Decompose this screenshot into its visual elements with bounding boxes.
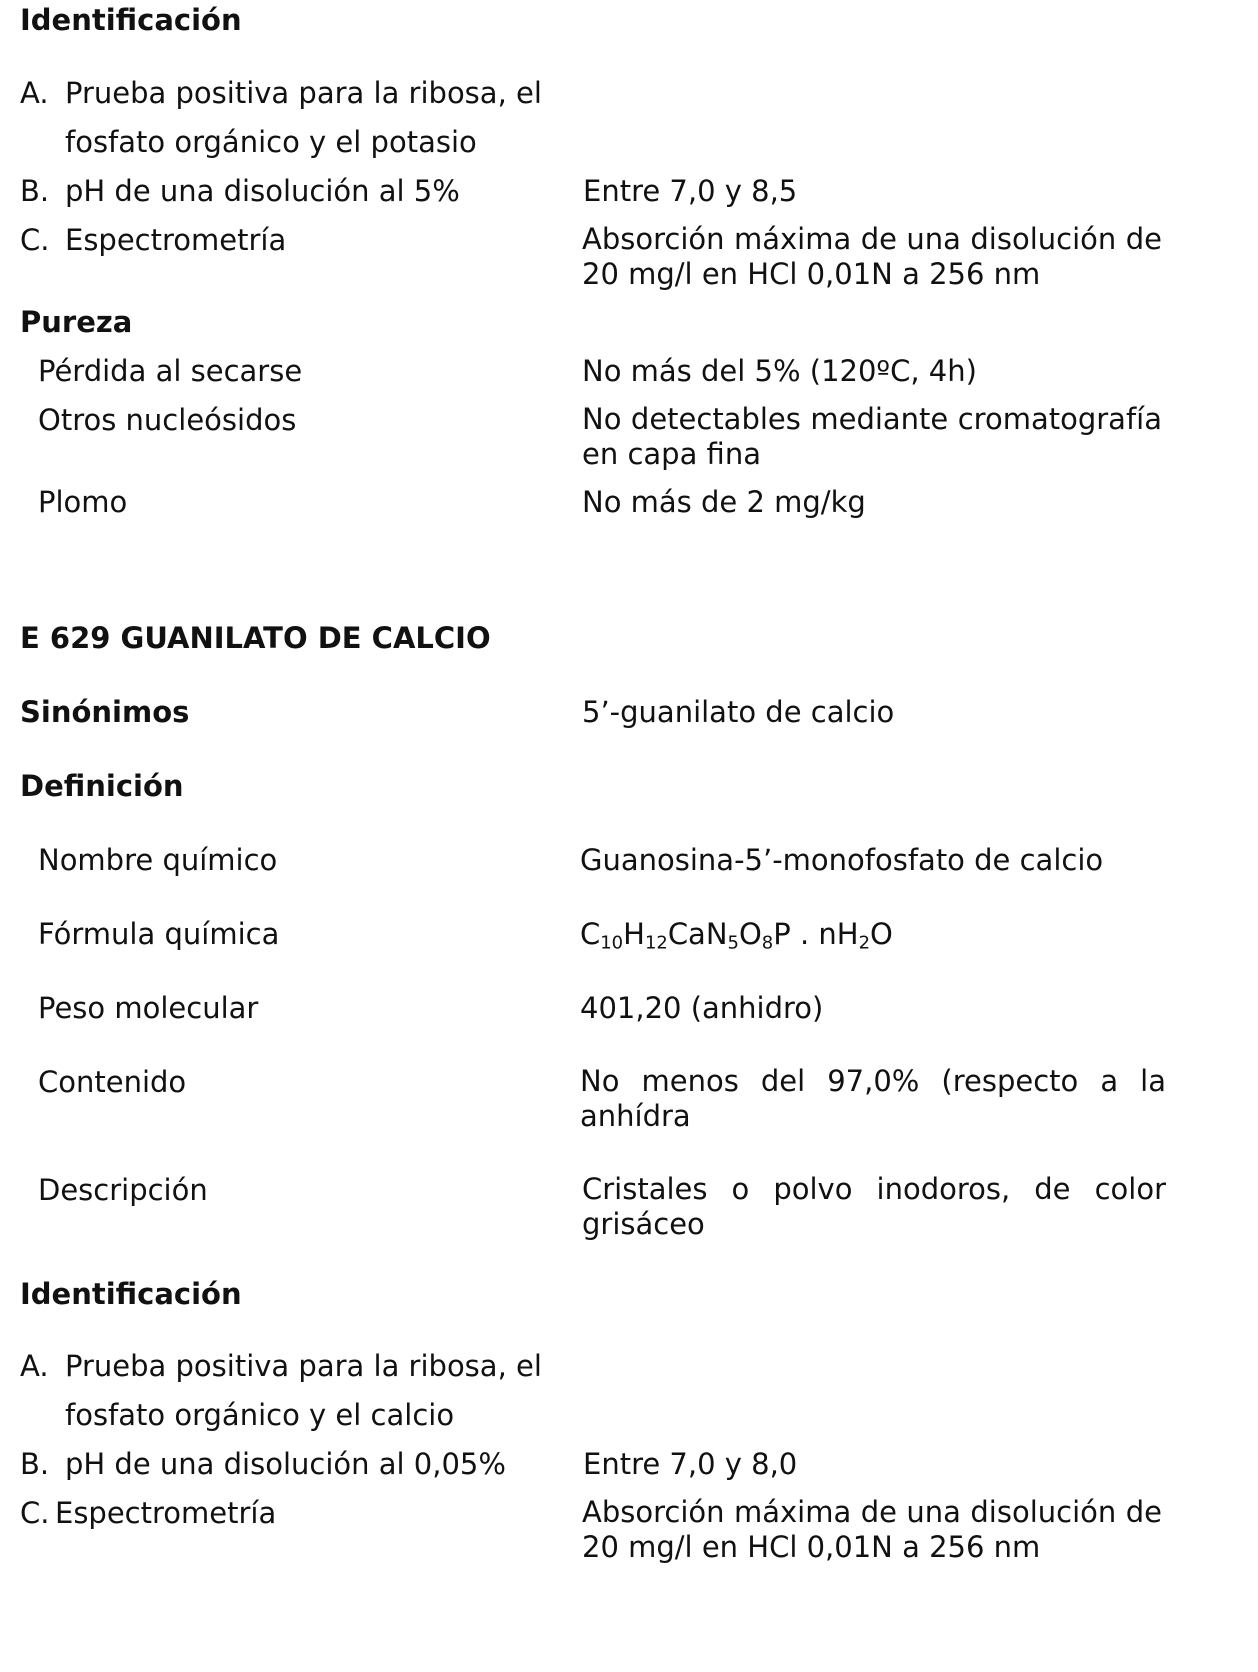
descripcion-value-line2: grisáceo xyxy=(582,1207,705,1241)
pureza-heading: Pureza xyxy=(20,305,133,339)
sinonimos-value: 5’-guanilato de calcio xyxy=(582,695,895,729)
item2-c-label: Espectrometría xyxy=(55,1496,277,1530)
item-a-marker: A. xyxy=(20,76,49,110)
item-a-text-line2: fosfato orgánico y el potasio xyxy=(65,125,477,159)
item-a-text-line1: Prueba positiva para la ribosa, el xyxy=(65,76,542,110)
descripcion-value-line1: Cristales o polvo inodoros, de color xyxy=(582,1172,1166,1206)
sinonimos-label: Sinónimos xyxy=(20,695,190,729)
item2-a-marker: A. xyxy=(20,1349,49,1383)
contenido-value-line1: No menos del 97,0% (respecto a la xyxy=(580,1064,1166,1098)
identificacion-heading: Identificación xyxy=(20,3,242,37)
contenido-value-line2: anhídra xyxy=(580,1099,691,1133)
item-c-value-line1: Absorción máxima de una disolución de xyxy=(582,222,1162,256)
formula-quimica-label: Fórmula química xyxy=(38,917,280,951)
item2-c-marker: C. xyxy=(20,1496,50,1530)
definicion-heading: Definición xyxy=(20,769,184,803)
item2-b-marker: B. xyxy=(20,1447,50,1481)
formula-quimica-value: $C_{10}H_{12}CaN_5O_8P$ . $nH_2O$ xyxy=(580,917,893,954)
peso-molecular-label: Peso molecular xyxy=(38,991,259,1025)
item2-a-text-line2: fosfato orgánico y el calcio xyxy=(65,1398,455,1432)
item2-c-value-line2: 20 mg/l en HCl 0,01N a 256 nm xyxy=(582,1530,1041,1564)
nombre-quimico-value: Guanosina-5’-monofosfato de calcio xyxy=(580,843,1104,877)
item-c-value-line2: 20 mg/l en HCl 0,01N a 256 nm xyxy=(582,257,1041,291)
peso-molecular-value: 401,20 (anhidro) xyxy=(580,991,824,1025)
additive-title: E 629 GUANILATO DE CALCIO xyxy=(20,621,491,655)
item-b-marker: B. xyxy=(20,174,50,208)
item-b-label: pH de una disolución al 5% xyxy=(65,174,460,208)
plomo-label: Plomo xyxy=(38,485,128,519)
plomo-value: No más de 2 mg/kg xyxy=(582,485,866,519)
otros-nucleosidos-label: Otros nucleósidos xyxy=(38,403,297,437)
contenido-label: Contenido xyxy=(38,1065,187,1099)
perdida-label: Pérdida al secarse xyxy=(38,354,303,388)
item-c-marker: C. xyxy=(20,223,50,257)
identificacion2-heading: Identificación xyxy=(20,1277,242,1311)
item2-b-label: pH de una disolución al 0,05% xyxy=(65,1447,506,1481)
otros-nucleosidos-value-line1: No detectables mediante cromatografía xyxy=(582,402,1162,436)
item2-c-value-line1: Absorción máxima de una disolución de xyxy=(582,1495,1162,1529)
item2-a-text-line1: Prueba positiva para la ribosa, el xyxy=(65,1349,542,1383)
item2-b-value: Entre 7,0 y 8,0 xyxy=(583,1447,798,1481)
item-b-value: Entre 7,0 y 8,5 xyxy=(583,174,798,208)
otros-nucleosidos-value-line2: en capa fina xyxy=(582,437,761,471)
item-c-label: Espectrometría xyxy=(65,223,287,257)
perdida-value: No más del 5% (120ºC, 4h) xyxy=(582,354,977,388)
descripcion-label: Descripción xyxy=(38,1173,208,1207)
nombre-quimico-label: Nombre químico xyxy=(38,843,278,877)
